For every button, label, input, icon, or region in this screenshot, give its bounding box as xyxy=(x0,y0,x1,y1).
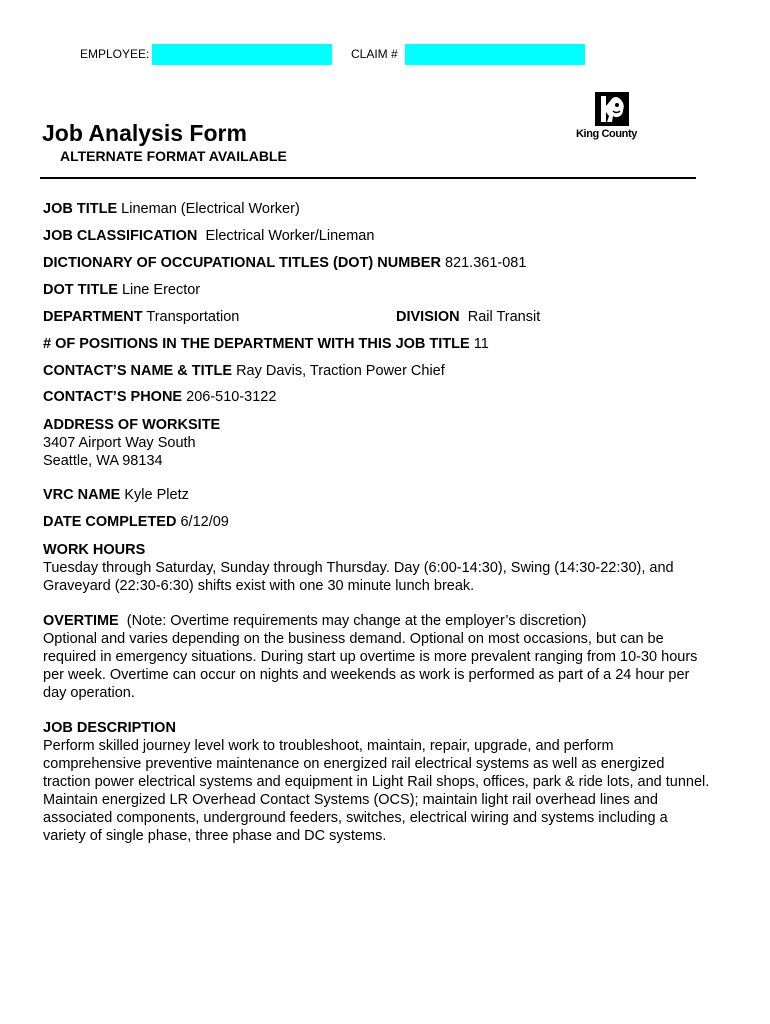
division-value: Rail Transit xyxy=(467,309,541,325)
alternate-format-note: ALTERNATE FORMAT AVAILABLE xyxy=(60,148,287,164)
employee-label: EMPLOYEE: xyxy=(80,47,150,61)
dot-number-value: 821.361-081 xyxy=(444,255,527,271)
division-row xyxy=(396,309,540,325)
job-description-text: Perform skilled journey level work to troubleshoot, maintain, repair, upgrade, and perform comprehensive preventive maintenance on energized rail electrical systems as well as energized traction power electrical systems and equipment in Light Rail shops, offices, park & ride lots, and tunnel. Maintain energized LR Overhead Contact Systems (OCS); maintain light rail overhead lines and associated components, underground feeders, switches, electrical wiring and systems including a variety of single phase, three phase and DC systems. xyxy=(43,738,710,844)
date-completed-value: 6/12/09 xyxy=(180,514,229,530)
dot-title-label: DOT TITLE xyxy=(43,282,118,298)
contact-phone-value: 206-510-3122 xyxy=(186,389,277,405)
overtime-text: Optional and varies depending on the business demand. Optional on most occasions, but can be required in emergency situations. During start up overtime is more prevalent ranging from 10-30 hours per week. Overtime can occur on nights and weekends as work is performed as part of a 24 hour per day operation. xyxy=(43,631,698,701)
vrc-name-row xyxy=(43,487,189,503)
department-label: DEPARTMENT xyxy=(43,309,143,325)
date-completed-row xyxy=(43,514,229,530)
claim-field[interactable] xyxy=(405,44,585,65)
division-label: DIVISION xyxy=(396,309,460,325)
work-hours-label: WORK HOURS xyxy=(43,542,146,558)
job-description-label: JOB DESCRIPTION xyxy=(43,720,176,736)
job-classification-value: Electrical Worker/Lineman xyxy=(205,228,375,244)
contact-phone-label: CONTACT’S PHONE xyxy=(43,389,183,405)
overtime-note: (Note: Overtime requirements may change at the employer’s discretion) xyxy=(126,613,587,629)
job-classification-label: JOB CLASSIFICATION xyxy=(43,228,198,244)
contact-phone-row xyxy=(43,389,276,405)
dot-number-row xyxy=(43,255,526,271)
address-line-2: Seattle, WA 98134 xyxy=(43,453,163,469)
job-classification-row xyxy=(43,228,374,244)
header-divider xyxy=(40,177,696,179)
king-county-logo-icon xyxy=(595,92,629,126)
claim-label: CLAIM # xyxy=(351,47,398,61)
positions-label: # OF POSITIONS IN THE DEPARTMENT WITH THIS JOB TITLE xyxy=(43,336,470,352)
dot-title-value: Line Erector xyxy=(121,282,201,298)
contact-name-label: CONTACT’S NAME & TITLE xyxy=(43,363,233,379)
job-title-value: Lineman (Electrical Worker) xyxy=(121,201,300,217)
job-title-row xyxy=(43,201,300,217)
contact-name-value: Ray Davis, Traction Power Chief xyxy=(236,363,445,379)
page-title: Job Analysis Form xyxy=(42,120,247,146)
date-completed-label: DATE COMPLETED xyxy=(43,514,177,530)
job-description-section xyxy=(43,719,713,845)
vrc-name-value: Kyle Pletz xyxy=(124,487,189,503)
dot-title-row xyxy=(43,282,200,298)
contact-name-row xyxy=(43,363,445,379)
work-hours-text: Tuesday through Saturday, Sunday through Thursday. Day (6:00-14:30), Swing (14:30-22:30), and Graveyard (22:30-6:30) shifts exist with one 30 minute lunch break. xyxy=(43,560,674,594)
employee-field[interactable] xyxy=(152,44,332,65)
department-value: Transportation xyxy=(146,309,240,325)
dot-number-label: DICTIONARY OF OCCUPATIONAL TITLES (DOT) NUMBER xyxy=(43,255,441,271)
king-county-logo xyxy=(576,92,652,144)
positions-value: 11 xyxy=(473,336,489,352)
work-hours-section xyxy=(43,541,713,595)
address-line-1: 3407 Airport Way South xyxy=(43,435,196,451)
overtime-section xyxy=(43,612,713,702)
address-label: ADDRESS OF WORKSITE xyxy=(43,417,221,433)
vrc-name-label: VRC NAME xyxy=(43,487,121,503)
address-block xyxy=(43,416,713,470)
overtime-label: OVERTIME xyxy=(43,613,119,629)
king-county-logo-text: King County xyxy=(576,128,637,140)
job-title-label: JOB TITLE xyxy=(43,201,118,217)
department-row xyxy=(43,309,239,325)
positions-row xyxy=(43,336,489,352)
